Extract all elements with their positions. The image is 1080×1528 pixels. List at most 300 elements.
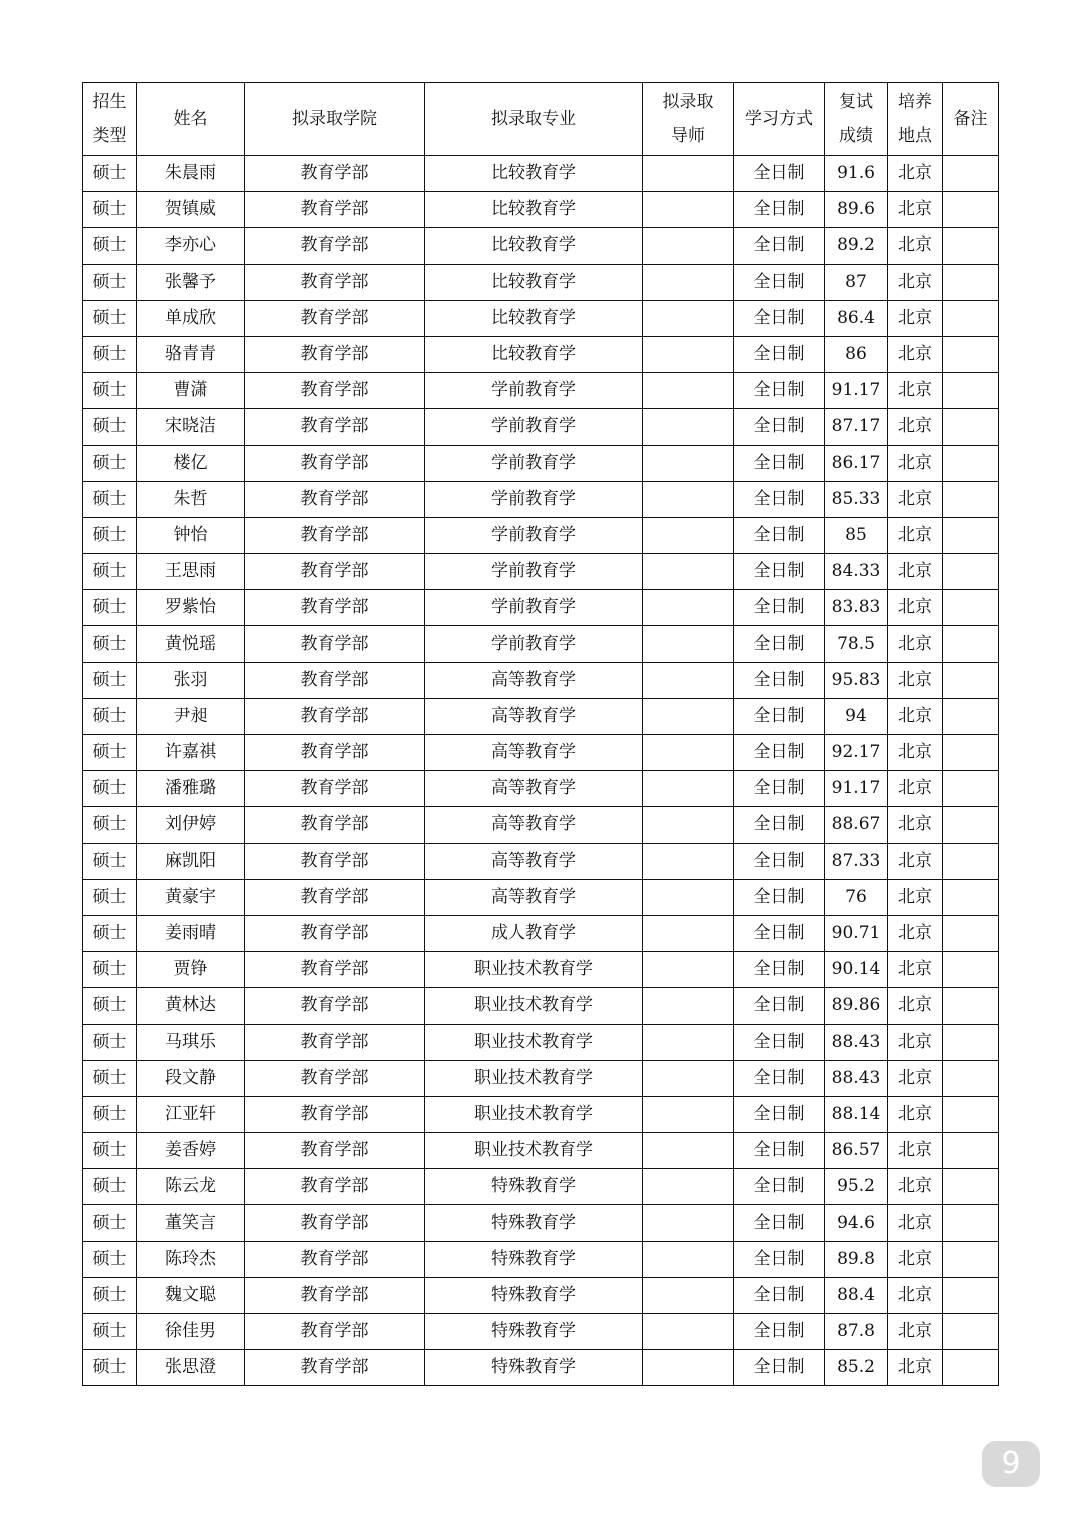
cell-location: 北京: [888, 698, 943, 734]
cell-advisor: [643, 879, 734, 915]
cell-study-mode: 全日制: [734, 1241, 825, 1277]
cell-advisor: [643, 445, 734, 481]
cell-study-mode: 全日制: [734, 481, 825, 517]
cell-score: 88.4: [825, 1277, 888, 1313]
cell-study-mode: 全日制: [734, 879, 825, 915]
cell-name: 钟怡: [137, 517, 245, 553]
cell-type: 硕士: [83, 228, 137, 264]
cell-remark: [943, 807, 999, 843]
cell-score: 88.43: [825, 1024, 888, 1060]
table-row: [83, 952, 999, 988]
cell-college: 教育学部: [245, 1169, 425, 1205]
cell-remark: [943, 554, 999, 590]
cell-college: 教育学部: [245, 336, 425, 372]
cell-major: 特殊教育学: [425, 1169, 643, 1205]
cell-study-mode: 全日制: [734, 1024, 825, 1060]
cell-score: 78.5: [825, 626, 888, 662]
cell-name: 陈玲杰: [137, 1241, 245, 1277]
cell-name: 黄林达: [137, 988, 245, 1024]
cell-study-mode: 全日制: [734, 1314, 825, 1350]
cell-type: 硕士: [83, 952, 137, 988]
cell-advisor: [643, 698, 734, 734]
cell-type: 硕士: [83, 373, 137, 409]
cell-advisor: [643, 300, 734, 336]
cell-location: 北京: [888, 590, 943, 626]
cell-type: 硕士: [83, 1169, 137, 1205]
cell-college: 教育学部: [245, 264, 425, 300]
cell-study-mode: 全日制: [734, 517, 825, 553]
cell-advisor: [643, 1314, 734, 1350]
cell-name: 刘伊婷: [137, 807, 245, 843]
cell-remark: [943, 662, 999, 698]
cell-college: 教育学部: [245, 192, 425, 228]
cell-name: 贺镇威: [137, 192, 245, 228]
cell-name: 尹昶: [137, 698, 245, 734]
header-major-line: 拟录取专业: [491, 109, 576, 129]
cell-advisor: [643, 1133, 734, 1169]
cell-remark: [943, 698, 999, 734]
cell-name: 曹潇: [137, 373, 245, 409]
cell-score: 92.17: [825, 735, 888, 771]
table-row: [83, 626, 999, 662]
cell-type: 硕士: [83, 988, 137, 1024]
cell-advisor: [643, 590, 734, 626]
cell-type: 硕士: [83, 1024, 137, 1060]
cell-remark: [943, 1277, 999, 1313]
cell-college: 教育学部: [245, 1350, 425, 1386]
table-row: [83, 1205, 999, 1241]
cell-major: 高等教育学: [425, 771, 643, 807]
cell-study-mode: 全日制: [734, 1096, 825, 1132]
cell-type: 硕士: [83, 843, 137, 879]
cell-college: 教育学部: [245, 517, 425, 553]
cell-college: 教育学部: [245, 771, 425, 807]
table-row: [83, 590, 999, 626]
cell-advisor: [643, 1277, 734, 1313]
cell-remark: [943, 192, 999, 228]
cell-college: 教育学部: [245, 1241, 425, 1277]
cell-study-mode: 全日制: [734, 988, 825, 1024]
cell-college: 教育学部: [245, 698, 425, 734]
cell-location: 北京: [888, 373, 943, 409]
cell-location: 北京: [888, 843, 943, 879]
cell-major: 学前教育学: [425, 554, 643, 590]
cell-name: 董笑言: [137, 1205, 245, 1241]
cell-advisor: [643, 1024, 734, 1060]
cell-college: 教育学部: [245, 1205, 425, 1241]
cell-remark: [943, 879, 999, 915]
cell-major: 学前教育学: [425, 481, 643, 517]
cell-college: 教育学部: [245, 409, 425, 445]
cell-remark: [943, 373, 999, 409]
cell-advisor: [643, 481, 734, 517]
cell-remark: [943, 336, 999, 372]
cell-remark: [943, 626, 999, 662]
cell-location: 北京: [888, 952, 943, 988]
cell-score: 91.17: [825, 373, 888, 409]
cell-location: 北京: [888, 1314, 943, 1350]
cell-type: 硕士: [83, 698, 137, 734]
cell-score: 83.83: [825, 590, 888, 626]
cell-remark: [943, 1241, 999, 1277]
cell-study-mode: 全日制: [734, 336, 825, 372]
cell-type: 硕士: [83, 1314, 137, 1350]
cell-name: 张羽: [137, 662, 245, 698]
cell-score: 86.57: [825, 1133, 888, 1169]
cell-major: 学前教育学: [425, 590, 643, 626]
cell-study-mode: 全日制: [734, 264, 825, 300]
cell-remark: [943, 952, 999, 988]
cell-advisor: [643, 336, 734, 372]
cell-location: 北京: [888, 192, 943, 228]
cell-study-mode: 全日制: [734, 1205, 825, 1241]
cell-score: 85.2: [825, 1350, 888, 1386]
cell-location: 北京: [888, 1024, 943, 1060]
cell-location: 北京: [888, 300, 943, 336]
cell-advisor: [643, 554, 734, 590]
cell-major: 高等教育学: [425, 843, 643, 879]
cell-location: 北京: [888, 228, 943, 264]
header-advisor-line: 导师: [671, 126, 705, 146]
table-row: [83, 192, 999, 228]
header-score: [825, 83, 888, 156]
cell-major: 比较教育学: [425, 228, 643, 264]
header-type: [83, 83, 137, 156]
cell-remark: [943, 590, 999, 626]
header-remark: [943, 83, 999, 156]
table-row: [83, 1350, 999, 1386]
cell-remark: [943, 1314, 999, 1350]
cell-score: 86.4: [825, 300, 888, 336]
cell-score: 88.67: [825, 807, 888, 843]
cell-major: 特殊教育学: [425, 1241, 643, 1277]
cell-name: 李亦心: [137, 228, 245, 264]
cell-advisor: [643, 264, 734, 300]
cell-study-mode: 全日制: [734, 590, 825, 626]
cell-score: 85: [825, 517, 888, 553]
cell-study-mode: 全日制: [734, 1350, 825, 1386]
cell-name: 魏文聪: [137, 1277, 245, 1313]
table-row: [83, 807, 999, 843]
cell-major: 特殊教育学: [425, 1205, 643, 1241]
cell-type: 硕士: [83, 554, 137, 590]
table-row: [83, 1169, 999, 1205]
cell-location: 北京: [888, 1350, 943, 1386]
cell-college: 教育学部: [245, 626, 425, 662]
table-row: [83, 1096, 999, 1132]
cell-type: 硕士: [83, 915, 137, 951]
cell-study-mode: 全日制: [734, 626, 825, 662]
cell-score: 87.17: [825, 409, 888, 445]
cell-score: 76: [825, 879, 888, 915]
table-row: [83, 698, 999, 734]
cell-type: 硕士: [83, 662, 137, 698]
page-number: 9: [982, 1441, 1040, 1487]
cell-name: 麻凯阳: [137, 843, 245, 879]
cell-location: 北京: [888, 771, 943, 807]
header-score-line: 复试: [839, 92, 873, 112]
cell-location: 北京: [888, 554, 943, 590]
cell-location: 北京: [888, 662, 943, 698]
table-row: [83, 228, 999, 264]
cell-advisor: [643, 735, 734, 771]
cell-study-mode: 全日制: [734, 1060, 825, 1096]
cell-advisor: [643, 192, 734, 228]
cell-type: 硕士: [83, 156, 137, 192]
cell-score: 90.71: [825, 915, 888, 951]
cell-score: 94: [825, 698, 888, 734]
cell-name: 贾铮: [137, 952, 245, 988]
cell-type: 硕士: [83, 517, 137, 553]
cell-college: 教育学部: [245, 915, 425, 951]
header-row: [83, 83, 999, 156]
cell-name: 骆青青: [137, 336, 245, 372]
cell-score: 84.33: [825, 554, 888, 590]
cell-major: 高等教育学: [425, 735, 643, 771]
header-major: [425, 83, 643, 156]
cell-college: 教育学部: [245, 590, 425, 626]
cell-major: 特殊教育学: [425, 1277, 643, 1313]
cell-type: 硕士: [83, 590, 137, 626]
header-remark-line: 备注: [953, 109, 988, 129]
cell-college: 教育学部: [245, 807, 425, 843]
cell-college: 教育学部: [245, 1096, 425, 1132]
cell-name: 姜雨晴: [137, 915, 245, 951]
header-location-line: 培养: [898, 92, 932, 112]
cell-type: 硕士: [83, 481, 137, 517]
cell-study-mode: 全日制: [734, 735, 825, 771]
cell-major: 职业技术教育学: [425, 1060, 643, 1096]
table-row: [83, 1060, 999, 1096]
table-row: [83, 481, 999, 517]
header-score-line: 成绩: [839, 126, 873, 146]
cell-study-mode: 全日制: [734, 1133, 825, 1169]
table-row: [83, 771, 999, 807]
cell-name: 江亚轩: [137, 1096, 245, 1132]
cell-advisor: [643, 1169, 734, 1205]
cell-score: 86: [825, 336, 888, 372]
cell-score: 89.2: [825, 228, 888, 264]
cell-location: 北京: [888, 481, 943, 517]
cell-study-mode: 全日制: [734, 373, 825, 409]
cell-remark: [943, 1169, 999, 1205]
header-location-line: 地点: [898, 126, 932, 146]
cell-name: 张思澄: [137, 1350, 245, 1386]
header-advisor: [643, 83, 734, 156]
cell-location: 北京: [888, 517, 943, 553]
cell-type: 硕士: [83, 771, 137, 807]
cell-study-mode: 全日制: [734, 228, 825, 264]
cell-name: 楼亿: [137, 445, 245, 481]
cell-study-mode: 全日制: [734, 843, 825, 879]
cell-college: 教育学部: [245, 1277, 425, 1313]
cell-type: 硕士: [83, 1350, 137, 1386]
cell-college: 教育学部: [245, 481, 425, 517]
cell-type: 硕士: [83, 1205, 137, 1241]
cell-type: 硕士: [83, 409, 137, 445]
cell-remark: [943, 843, 999, 879]
cell-college: 教育学部: [245, 373, 425, 409]
cell-name: 单成欣: [137, 300, 245, 336]
cell-score: 95.83: [825, 662, 888, 698]
cell-location: 北京: [888, 1133, 943, 1169]
cell-study-mode: 全日制: [734, 192, 825, 228]
cell-study-mode: 全日制: [734, 1169, 825, 1205]
cell-location: 北京: [888, 735, 943, 771]
cell-college: 教育学部: [245, 843, 425, 879]
cell-major: 特殊教育学: [425, 1314, 643, 1350]
cell-major: 比较教育学: [425, 336, 643, 372]
cell-major: 学前教育学: [425, 373, 643, 409]
table-row: [83, 735, 999, 771]
cell-location: 北京: [888, 1096, 943, 1132]
cell-major: 职业技术教育学: [425, 1024, 643, 1060]
cell-advisor: [643, 626, 734, 662]
cell-college: 教育学部: [245, 1024, 425, 1060]
cell-advisor: [643, 373, 734, 409]
table-row: [83, 445, 999, 481]
cell-advisor: [643, 228, 734, 264]
cell-location: 北京: [888, 156, 943, 192]
cell-name: 宋晓洁: [137, 409, 245, 445]
cell-remark: [943, 228, 999, 264]
cell-study-mode: 全日制: [734, 409, 825, 445]
cell-score: 89.6: [825, 192, 888, 228]
cell-name: 张馨予: [137, 264, 245, 300]
cell-name: 许嘉祺: [137, 735, 245, 771]
cell-major: 比较教育学: [425, 264, 643, 300]
table-row: [83, 662, 999, 698]
cell-location: 北京: [888, 807, 943, 843]
cell-college: 教育学部: [245, 228, 425, 264]
cell-major: 职业技术教育学: [425, 1133, 643, 1169]
cell-location: 北京: [888, 626, 943, 662]
cell-major: 职业技术教育学: [425, 988, 643, 1024]
cell-remark: [943, 1060, 999, 1096]
table-body: [83, 156, 999, 1386]
cell-location: 北京: [888, 1241, 943, 1277]
cell-major: 职业技术教育学: [425, 952, 643, 988]
cell-score: 91.6: [825, 156, 888, 192]
table-row: [83, 879, 999, 915]
cell-major: 比较教育学: [425, 156, 643, 192]
cell-score: 94.6: [825, 1205, 888, 1241]
cell-major: 学前教育学: [425, 409, 643, 445]
cell-college: 教育学部: [245, 735, 425, 771]
cell-location: 北京: [888, 336, 943, 372]
cell-name: 朱哲: [137, 481, 245, 517]
cell-name: 黄悦瑶: [137, 626, 245, 662]
cell-major: 特殊教育学: [425, 1350, 643, 1386]
cell-name: 马琪乐: [137, 1024, 245, 1060]
table-row: [83, 915, 999, 951]
table-row: [83, 1133, 999, 1169]
cell-advisor: [643, 662, 734, 698]
cell-college: 教育学部: [245, 952, 425, 988]
table-row: [83, 843, 999, 879]
cell-type: 硕士: [83, 336, 137, 372]
cell-score: 95.2: [825, 1169, 888, 1205]
cell-remark: [943, 264, 999, 300]
cell-study-mode: 全日制: [734, 554, 825, 590]
cell-location: 北京: [888, 409, 943, 445]
cell-score: 87.33: [825, 843, 888, 879]
cell-major: 学前教育学: [425, 445, 643, 481]
admission-table: [82, 82, 999, 1386]
cell-score: 91.17: [825, 771, 888, 807]
cell-study-mode: 全日制: [734, 915, 825, 951]
header-name-line: 姓名: [173, 109, 208, 129]
cell-college: 教育学部: [245, 554, 425, 590]
cell-name: 潘雅璐: [137, 771, 245, 807]
cell-type: 硕士: [83, 1277, 137, 1313]
cell-score: 90.14: [825, 952, 888, 988]
cell-study-mode: 全日制: [734, 952, 825, 988]
cell-college: 教育学部: [245, 1314, 425, 1350]
cell-score: 89.8: [825, 1241, 888, 1277]
cell-advisor: [643, 771, 734, 807]
cell-name: 朱晨雨: [137, 156, 245, 192]
header-study-mode-line: 学习方式: [745, 109, 813, 129]
cell-study-mode: 全日制: [734, 807, 825, 843]
header-name: [137, 83, 245, 156]
header-type-line: 招生: [92, 92, 127, 112]
cell-remark: [943, 915, 999, 951]
cell-major: 高等教育学: [425, 662, 643, 698]
cell-major: 比较教育学: [425, 300, 643, 336]
cell-study-mode: 全日制: [734, 1277, 825, 1313]
cell-location: 北京: [888, 264, 943, 300]
cell-remark: [943, 481, 999, 517]
cell-major: 学前教育学: [425, 517, 643, 553]
cell-remark: [943, 1205, 999, 1241]
cell-location: 北京: [888, 445, 943, 481]
cell-advisor: [643, 988, 734, 1024]
cell-location: 北京: [888, 1060, 943, 1096]
cell-name: 段文静: [137, 1060, 245, 1096]
cell-study-mode: 全日制: [734, 771, 825, 807]
cell-major: 高等教育学: [425, 879, 643, 915]
cell-major: 职业技术教育学: [425, 1096, 643, 1132]
cell-type: 硕士: [83, 1096, 137, 1132]
cell-type: 硕士: [83, 735, 137, 771]
header-college: [245, 83, 425, 156]
cell-name: 姜香婷: [137, 1133, 245, 1169]
cell-remark: [943, 445, 999, 481]
cell-remark: [943, 1024, 999, 1060]
cell-score: 88.14: [825, 1096, 888, 1132]
cell-score: 86.17: [825, 445, 888, 481]
cell-advisor: [643, 517, 734, 553]
cell-study-mode: 全日制: [734, 156, 825, 192]
cell-type: 硕士: [83, 445, 137, 481]
cell-type: 硕士: [83, 1133, 137, 1169]
cell-advisor: [643, 409, 734, 445]
cell-name: 陈云龙: [137, 1169, 245, 1205]
cell-type: 硕士: [83, 626, 137, 662]
cell-name: 黄豪宇: [137, 879, 245, 915]
cell-advisor: [643, 1096, 734, 1132]
cell-advisor: [643, 915, 734, 951]
cell-college: 教育学部: [245, 445, 425, 481]
cell-college: 教育学部: [245, 879, 425, 915]
cell-advisor: [643, 843, 734, 879]
header-advisor-line: 拟录取: [662, 92, 714, 112]
cell-type: 硕士: [83, 192, 137, 228]
cell-study-mode: 全日制: [734, 698, 825, 734]
cell-advisor: [643, 1060, 734, 1096]
cell-advisor: [643, 952, 734, 988]
